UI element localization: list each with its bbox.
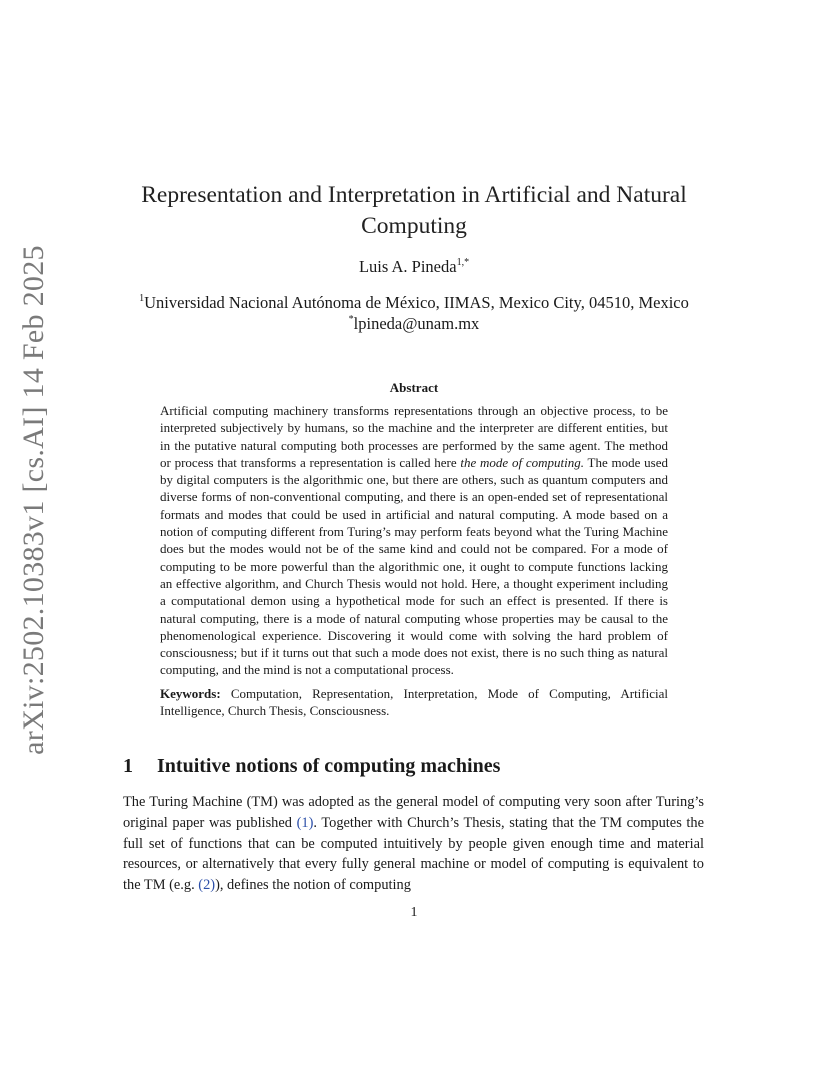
affiliation-superscript: 1 [139,293,145,304]
keywords [160,685,668,720]
abstract-text-part-2: The mode used by digital computers is the algorithmic one, but there are others, such as quantum computers and diverse forms of non-conventional computing, and there is an open-ended set of representational formats and modes that could be used in artificial and natural computing. A mode based on a notion of computing different from Turing’s may perform feats beyond what the Turing Machine does but the modes would not be of the same kind and could not be compared. For a mode of computing to be more powerful than the algorithmic one, it ought to compute functions lacking an effective algorithm, and Church Thesis would not hold. Here, a thought experiment including a computational demon using a hypothetical mode for such an effect is presented. If there is natural computing, there is a mode of natural computing whose properties may be causal to the phenomenological experience. Discovering it would come with solving the hard problem of consciousness; but if it turns out that such a mode does not exist, there is no such thing as natural computing, and the mind is not a computational process. [160,454,668,678]
affiliation-block [100,292,728,334]
affiliation: Universidad Nacional Autónoma de México, IIMAS, Mexico City, 04510, Mexico [144,293,689,312]
abstract-heading: Abstract [389,380,439,395]
abstract-text [160,402,668,679]
abstract-italic-term: the mode of computing. [460,454,584,470]
author-superscript: 1,* [456,257,470,268]
keywords-text: Computation, Representation, Interpretation, Mode of Computing, Artificial Intelligence, Church Thesis, Consciousness. [160,685,668,719]
paper-title [100,180,728,242]
section-body [123,792,704,896]
title-line-2: Computing [361,213,467,239]
section-number: 1 [123,755,133,777]
section-heading [123,755,500,778]
body-paragraph [123,792,704,896]
abstract-text-part-1: Artificial computing machinery transforms representations through an objective process, to be interpreted subjectively by humans, so the machine and the interpreter are different entities, but in the putative natural computing both processes are performed by the same agent. The method or process that transforms a representation is called here [160,403,668,470]
body-text-part-2: . Together with Church’s Thesis, stating that the TM computes the full set of functions that can be computed intuitively by people given enough time and material resources, or alternatively that every fully general machine or model of computing is equivalent to the TM (e.g. [123,814,705,894]
body-text-part-3: ), defines the notion of computing [215,877,411,894]
keywords-label: Keywords: [160,685,221,701]
arxiv-identifier: arXiv:2502.10383v1 [cs.AI] 14 Feb 2025 [17,245,50,755]
citation-link-1[interactable]: (1) [296,814,314,831]
page-number: 1 [410,905,418,920]
author-email[interactable]: lpineda@unam.mx [353,314,480,333]
author-name: Luis A. Pineda [358,257,457,276]
abstract [160,402,668,719]
author-line [100,257,728,277]
email-superscript: * [348,314,354,325]
citation-link-2[interactable]: (2) [198,877,216,894]
body-text-part-1: The Turing Machine (TM) was adopted as the general model of computing very soon after Turing’s original paper was published [123,794,704,831]
title-line-1: Representation and Interpretation in Artificial and Natural [141,182,687,208]
section-title: Intuitive notions of computing machines [157,755,501,777]
